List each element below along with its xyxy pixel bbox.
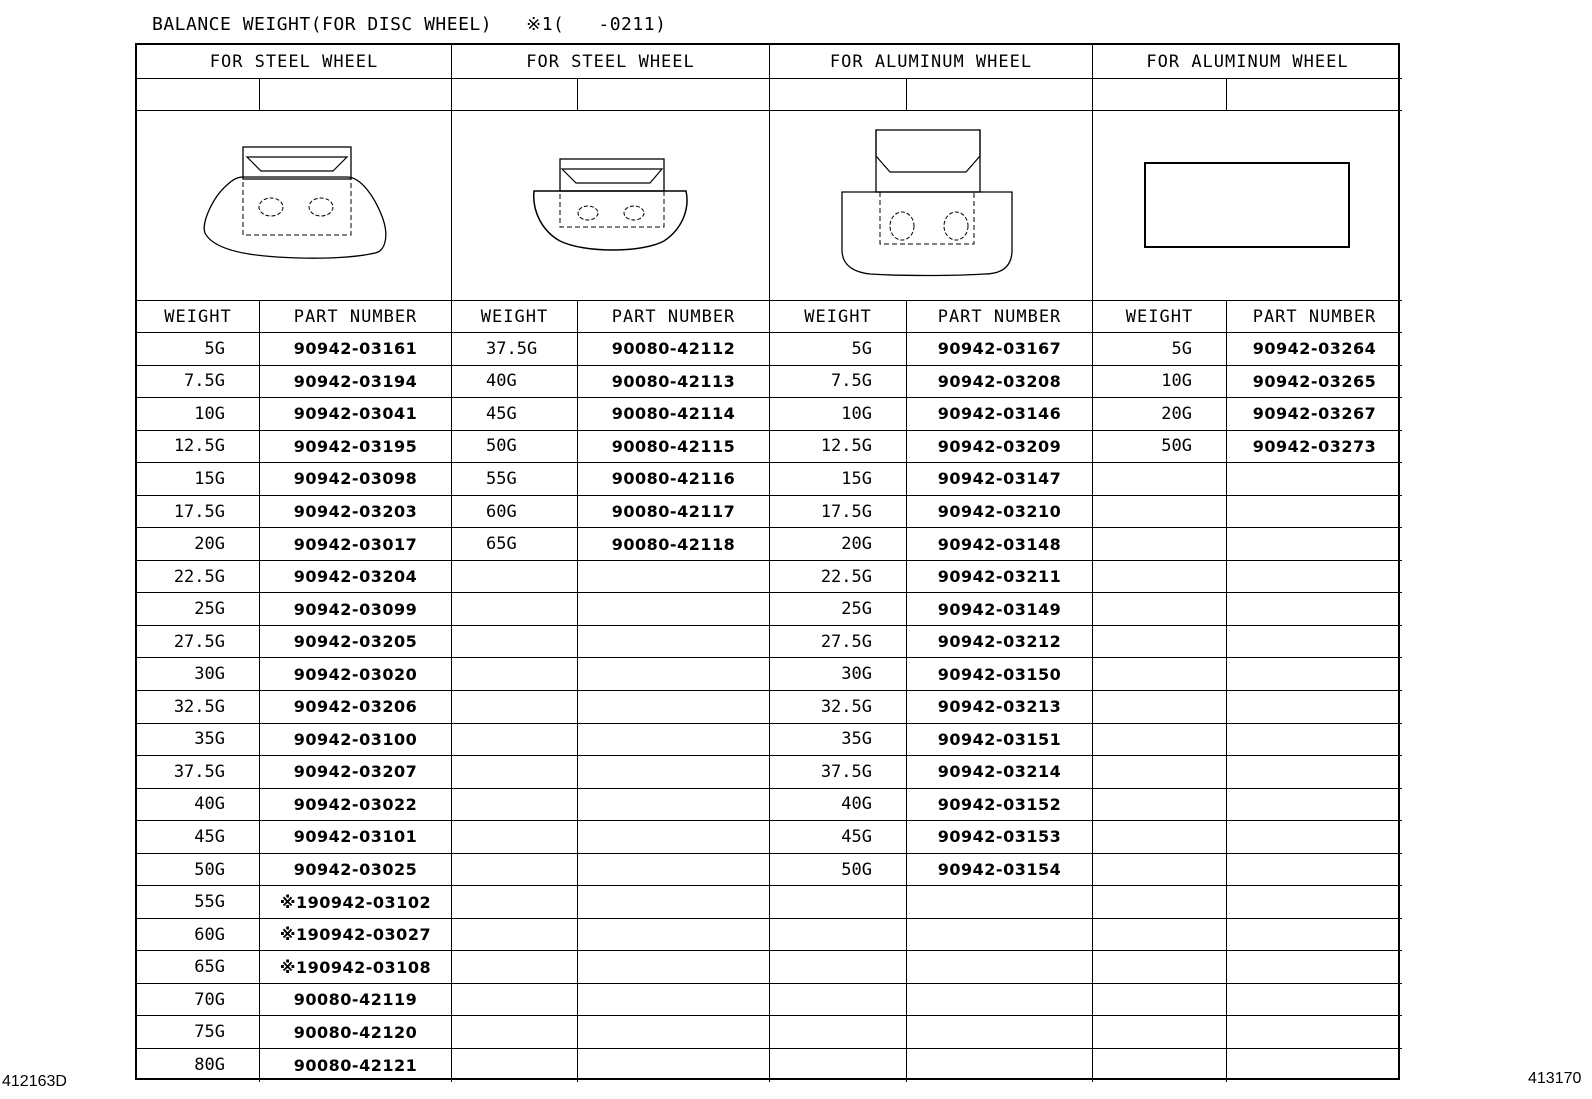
steel-weight-2-illustration	[526, 151, 696, 261]
empty-cell	[907, 984, 1093, 1017]
empty-cell	[1227, 854, 1402, 887]
balance-weight-table	[135, 43, 1400, 1080]
empty-cell	[578, 886, 770, 919]
weight-value: 70G	[137, 984, 260, 1017]
section-header-aluminum-1: FOR ALUMINUM WHEEL	[770, 45, 1093, 79]
part-number-value: 90080-42115	[578, 431, 770, 464]
empty-cell	[578, 951, 770, 984]
part-number-value: 90942-03149	[907, 593, 1093, 626]
empty-cell	[1093, 919, 1227, 952]
empty-cell	[452, 984, 578, 1017]
weight-value: 27.5G	[137, 626, 260, 659]
part-number-column-header: PART NUMBER	[907, 301, 1093, 333]
part-number-value: 90942-03151	[907, 724, 1093, 757]
part-number-value: 90080-42114	[578, 398, 770, 431]
weight-value: 10G	[137, 398, 260, 431]
weight-illustration-aluminum-1	[770, 111, 1093, 301]
empty-cell	[1227, 789, 1402, 822]
empty-cell	[452, 854, 578, 887]
part-number-column-header: PART NUMBER	[578, 301, 770, 333]
empty-cell	[452, 561, 578, 594]
empty-cell	[452, 691, 578, 724]
blank-cell	[578, 79, 770, 111]
weight-value: 20G	[1093, 398, 1227, 431]
empty-cell	[1093, 886, 1227, 919]
weight-value: 30G	[137, 658, 260, 691]
weight-illustration-steel-2	[452, 111, 770, 301]
part-number-value: 90942-03041	[260, 398, 452, 431]
part-number-value: 90942-03022	[260, 789, 452, 822]
part-number-value: 90942-03147	[907, 463, 1093, 496]
empty-cell	[578, 626, 770, 659]
weight-value: 40G	[452, 366, 578, 399]
empty-cell	[1227, 496, 1402, 529]
part-number-value: 90080-42113	[578, 366, 770, 399]
part-number-value: 90942-03161	[260, 333, 452, 366]
empty-cell	[907, 1049, 1093, 1082]
empty-cell	[1227, 1016, 1402, 1049]
part-number-value: 90942-03167	[907, 333, 1093, 366]
part-number-value: 90942-03264	[1227, 333, 1402, 366]
empty-cell	[1227, 919, 1402, 952]
weight-value: 27.5G	[770, 626, 907, 659]
empty-cell	[578, 724, 770, 757]
part-number-value: 90942-03025	[260, 854, 452, 887]
empty-cell	[1093, 463, 1227, 496]
part-number-value: 90942-03154	[907, 854, 1093, 887]
empty-cell	[1093, 1016, 1227, 1049]
empty-cell	[452, 886, 578, 919]
weight-value: 20G	[137, 528, 260, 561]
empty-cell	[1227, 724, 1402, 757]
empty-cell	[452, 821, 578, 854]
part-number-value: 90080-42116	[578, 463, 770, 496]
empty-cell	[1227, 658, 1402, 691]
page-title: BALANCE WEIGHT(FOR DISC WHEEL) ※1( -0211)	[152, 14, 667, 35]
empty-cell	[1227, 951, 1402, 984]
part-number-column-header: PART NUMBER	[1227, 301, 1402, 333]
part-number-value: 90080-42121	[260, 1049, 452, 1082]
empty-cell	[1093, 1049, 1227, 1082]
weight-value: 17.5G	[137, 496, 260, 529]
weight-value: 7.5G	[770, 366, 907, 399]
part-number-value: 90942-03273	[1227, 431, 1402, 464]
weight-value: 75G	[137, 1016, 260, 1049]
empty-cell	[578, 593, 770, 626]
empty-cell	[578, 756, 770, 789]
empty-cell	[452, 1016, 578, 1049]
empty-cell	[452, 658, 578, 691]
blank-cell	[1227, 79, 1402, 111]
empty-cell	[578, 561, 770, 594]
weight-value: 50G	[452, 431, 578, 464]
weight-value: 45G	[137, 821, 260, 854]
weight-column-header: WEIGHT	[1093, 301, 1227, 333]
empty-cell	[1093, 789, 1227, 822]
empty-cell	[578, 984, 770, 1017]
part-number-value: 90942-03203	[260, 496, 452, 529]
weight-value: 60G	[137, 919, 260, 952]
empty-cell	[1227, 691, 1402, 724]
empty-cell	[1093, 821, 1227, 854]
weight-value: 50G	[1093, 431, 1227, 464]
part-number-value: 90942-03204	[260, 561, 452, 594]
empty-cell	[1227, 593, 1402, 626]
empty-cell	[770, 1016, 907, 1049]
empty-cell	[907, 886, 1093, 919]
blank-cell	[1093, 79, 1227, 111]
weight-illustration-steel-1	[137, 111, 452, 301]
weight-value: 10G	[770, 398, 907, 431]
blank-cell	[907, 79, 1093, 111]
part-number-value: 90942-03098	[260, 463, 452, 496]
weight-value: 45G	[770, 821, 907, 854]
part-number-value: 90942-03206	[260, 691, 452, 724]
weight-value: 35G	[137, 724, 260, 757]
weight-value: 15G	[137, 463, 260, 496]
part-number-value: ※190942-03108	[260, 951, 452, 984]
weight-column-header: WEIGHT	[137, 301, 260, 333]
part-number-value: 90942-03212	[907, 626, 1093, 659]
weight-value: 50G	[770, 854, 907, 887]
empty-cell	[452, 756, 578, 789]
part-number-value: ※190942-03102	[260, 886, 452, 919]
weight-value: 25G	[137, 593, 260, 626]
empty-cell	[1093, 724, 1227, 757]
empty-cell	[1093, 561, 1227, 594]
section-header-steel-2: FOR STEEL WHEEL	[452, 45, 770, 79]
empty-cell	[1227, 756, 1402, 789]
weight-column-header: WEIGHT	[452, 301, 578, 333]
empty-cell	[907, 951, 1093, 984]
weight-illustration-aluminum-2	[1093, 111, 1402, 301]
weight-value: 12.5G	[770, 431, 907, 464]
part-number-value: 90942-03099	[260, 593, 452, 626]
weight-value: 50G	[137, 854, 260, 887]
part-number-value: ※190942-03027	[260, 919, 452, 952]
blank-cell	[260, 79, 452, 111]
empty-cell	[770, 984, 907, 1017]
empty-cell	[578, 919, 770, 952]
part-number-value: 90942-03017	[260, 528, 452, 561]
weight-value: 65G	[452, 528, 578, 561]
part-number-value: 90942-03210	[907, 496, 1093, 529]
weight-value: 55G	[452, 463, 578, 496]
empty-cell	[907, 1016, 1093, 1049]
part-number-value: 90942-03153	[907, 821, 1093, 854]
part-number-value: 90080-42112	[578, 333, 770, 366]
empty-cell	[1093, 658, 1227, 691]
weight-value: 40G	[770, 789, 907, 822]
empty-cell	[1093, 951, 1227, 984]
empty-cell	[770, 919, 907, 952]
empty-cell	[1227, 463, 1402, 496]
part-number-value: 90942-03211	[907, 561, 1093, 594]
empty-cell	[1093, 854, 1227, 887]
part-number-value: 90942-03150	[907, 658, 1093, 691]
empty-cell	[1227, 821, 1402, 854]
empty-cell	[1093, 756, 1227, 789]
part-number-value: 90942-03205	[260, 626, 452, 659]
empty-cell	[1227, 626, 1402, 659]
part-number-value: 90942-03101	[260, 821, 452, 854]
part-number-value: 90942-03208	[907, 366, 1093, 399]
empty-cell	[578, 1049, 770, 1082]
section-header-aluminum-2: FOR ALUMINUM WHEEL	[1093, 45, 1402, 79]
part-number-value: 90942-03195	[260, 431, 452, 464]
part-number-value: 90942-03146	[907, 398, 1093, 431]
empty-cell	[578, 854, 770, 887]
weight-value: 10G	[1093, 366, 1227, 399]
empty-cell	[1227, 1049, 1402, 1082]
weight-value: 5G	[770, 333, 907, 366]
weight-value: 80G	[137, 1049, 260, 1082]
aluminum-weight-illustration	[836, 126, 1026, 286]
blank-cell	[770, 79, 907, 111]
weight-value: 7.5G	[137, 366, 260, 399]
part-number-value: 90080-42117	[578, 496, 770, 529]
blank-cell	[137, 79, 260, 111]
weight-value: 22.5G	[137, 561, 260, 594]
empty-cell	[1093, 593, 1227, 626]
weight-value: 37.5G	[770, 756, 907, 789]
weight-value: 12.5G	[137, 431, 260, 464]
empty-cell	[452, 951, 578, 984]
adhesive-weight-illustration	[1143, 161, 1353, 251]
steel-weight-1-illustration	[199, 141, 389, 271]
empty-cell	[578, 658, 770, 691]
part-number-value: 90080-42120	[260, 1016, 452, 1049]
part-number-value: 90942-03213	[907, 691, 1093, 724]
empty-cell	[1227, 528, 1402, 561]
weight-value: 22.5G	[770, 561, 907, 594]
weight-value: 17.5G	[770, 496, 907, 529]
empty-cell	[1227, 886, 1402, 919]
part-number-value: 90942-03214	[907, 756, 1093, 789]
empty-cell	[578, 691, 770, 724]
part-number-value: 90942-03152	[907, 789, 1093, 822]
empty-cell	[1093, 626, 1227, 659]
part-number-value: 90942-03020	[260, 658, 452, 691]
weight-column-header: WEIGHT	[770, 301, 907, 333]
empty-cell	[452, 1049, 578, 1082]
empty-cell	[452, 919, 578, 952]
part-number-value: 90080-42119	[260, 984, 452, 1017]
weight-value: 37.5G	[137, 756, 260, 789]
weight-value: 37.5G	[452, 333, 578, 366]
part-number-value: 90942-03209	[907, 431, 1093, 464]
empty-cell	[452, 626, 578, 659]
empty-cell	[1093, 691, 1227, 724]
part-number-value: 90942-03267	[1227, 398, 1402, 431]
weight-value: 32.5G	[770, 691, 907, 724]
empty-cell	[770, 1049, 907, 1082]
weight-value: 45G	[452, 398, 578, 431]
part-number-value: 90942-03207	[260, 756, 452, 789]
part-number-value: 90942-03194	[260, 366, 452, 399]
empty-cell	[452, 593, 578, 626]
part-number-value: 90080-42118	[578, 528, 770, 561]
empty-cell	[1227, 984, 1402, 1017]
weight-value: 65G	[137, 951, 260, 984]
weight-value: 55G	[137, 886, 260, 919]
weight-value: 5G	[137, 333, 260, 366]
empty-cell	[578, 1016, 770, 1049]
empty-cell	[770, 886, 907, 919]
empty-cell	[1093, 528, 1227, 561]
empty-cell	[578, 821, 770, 854]
empty-cell	[770, 951, 907, 984]
empty-cell	[907, 919, 1093, 952]
empty-cell	[578, 789, 770, 822]
section-header-steel-1: FOR STEEL WHEEL	[137, 45, 452, 79]
blank-cell	[452, 79, 578, 111]
weight-value: 15G	[770, 463, 907, 496]
part-number-value: 90942-03100	[260, 724, 452, 757]
empty-cell	[452, 724, 578, 757]
part-number-column-header: PART NUMBER	[260, 301, 452, 333]
figure-code-left: 412163D	[2, 1073, 67, 1090]
weight-value: 40G	[137, 789, 260, 822]
empty-cell	[1227, 561, 1402, 594]
weight-value: 30G	[770, 658, 907, 691]
weight-value: 25G	[770, 593, 907, 626]
empty-cell	[452, 789, 578, 822]
part-number-value: 90942-03148	[907, 528, 1093, 561]
weight-value: 35G	[770, 724, 907, 757]
weight-value: 60G	[452, 496, 578, 529]
empty-cell	[1093, 984, 1227, 1017]
part-number-value: 90942-03265	[1227, 366, 1402, 399]
empty-cell	[1093, 496, 1227, 529]
weight-value: 32.5G	[137, 691, 260, 724]
weight-value: 5G	[1093, 333, 1227, 366]
weight-value: 20G	[770, 528, 907, 561]
figure-code-right: 413170	[1528, 1070, 1582, 1087]
